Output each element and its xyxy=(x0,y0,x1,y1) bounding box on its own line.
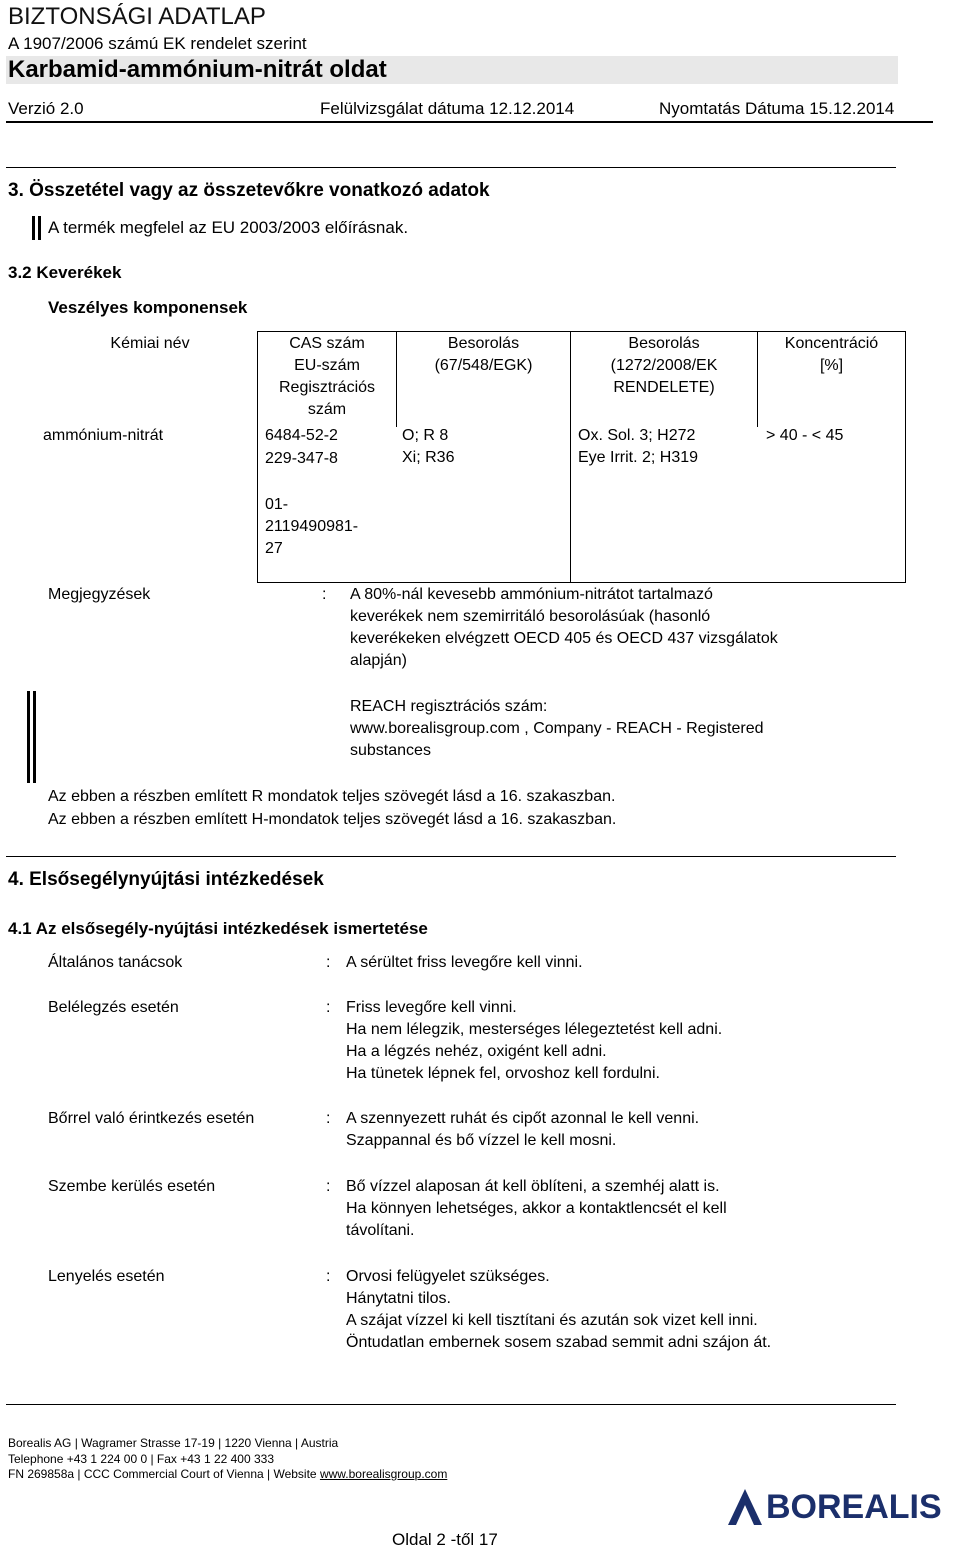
footer-phone: Telephone +43 1 224 00 0 | Fax +43 1 22 400 333 xyxy=(8,1452,275,1466)
product-name: Karbamid-ammónium-nitrát oldat xyxy=(8,56,387,83)
first-aid-colon: : xyxy=(326,1268,331,1285)
first-aid-colon: : xyxy=(326,999,331,1016)
first-aid-text: A szennyezett ruhát és cipőt azonnal le kell venni. Szappannal és bő vízzel le kell mosni. xyxy=(346,1110,700,1149)
first-aid-label: Belélegzés esetén xyxy=(48,999,179,1016)
th-chemical-name: Kémiai név xyxy=(110,335,190,352)
row-classification-old: O; R 8 Xi; R36 xyxy=(402,427,455,466)
footer-address: Borealis AG | Wagramer Strasse 17-19 | 1220 Vienna | Austria xyxy=(8,1436,339,1450)
first-aid-colon: : xyxy=(326,1110,331,1127)
version: Verzió 2.0 xyxy=(8,99,84,118)
row-cas-number: 6484-52-2 xyxy=(265,427,338,444)
reach-info: REACH regisztrációs szám: www.borealisgroup.com , Company - REACH - Registered substances xyxy=(350,698,764,759)
footer-registry-text: FN 269858a | CCC Commercial Court of Vienna | Website xyxy=(8,1467,320,1481)
section4-subtitle: 4.1 Az elsősegély-nyújtási intézkedések ismertetése xyxy=(8,919,428,938)
th-classification-old: Besorolás (67/548/EGK) xyxy=(434,335,533,374)
first-aid-text: Friss levegőre kell vinni. Ha nem lélegzik, mesterséges lélegeztetést kell adni. Ha a légzés nehéz, oxigént kell adni. Ha tünetek lépnek fel, orvoshoz kell fordulni. xyxy=(346,999,723,1082)
th-classification-new: Besorolás (1272/2008/EK RENDELETE) xyxy=(610,335,718,396)
row-chemical-name: ammónium-nitrát xyxy=(43,427,164,444)
row-eu-number: 229-347-8 xyxy=(265,450,338,467)
section3-rule xyxy=(6,167,896,168)
regulation-line: A 1907/2006 számú EK rendelet szerint xyxy=(8,34,307,53)
th-identifiers: CAS szám EU-szám Regisztrációs szám xyxy=(278,335,376,418)
footer-rule xyxy=(6,1404,896,1405)
first-aid-text: A sérültet friss levegőre kell vinni. xyxy=(346,954,583,971)
first-aid-label: Általános tanácsok xyxy=(48,954,183,971)
change-bar xyxy=(32,216,35,240)
th-concentration: Koncentráció [%] xyxy=(784,335,879,374)
footer-website-link[interactable]: www.borealisgroup.com xyxy=(319,1467,448,1481)
first-aid-colon: : xyxy=(326,954,331,971)
change-bar xyxy=(27,691,30,783)
remarks-label: Megjegyzések xyxy=(48,586,151,603)
row-classification-new: Ox. Sol. 3; H272 Eye Irrit. 2; H319 xyxy=(578,427,699,466)
section3-note: A termék megfelel az EU 2003/2003 előírásnak. xyxy=(48,218,409,237)
remarks-text: A 80%-nál kevesebb ammónium-nitrátot tartalmazó keverékek nem szemirritáló besorolásúak (hasonló keverékeken elvégzett OECD 405 és OECD 437 vizsgálatok alapján) xyxy=(350,586,778,669)
first-aid-text: Orvosi felügyelet szükséges. Hánytatni tilos. A szájat vízzel ki kell tisztítani és azután sok vizet kell inni. Öntudatlan embernek sosem szabad semmit adni szájon át. xyxy=(346,1268,772,1351)
footer-registry xyxy=(8,1467,447,1482)
header-rule xyxy=(6,121,933,123)
first-aid-colon: : xyxy=(326,1178,331,1195)
borealis-logo-mark xyxy=(726,1487,764,1527)
revision-date: Felülvizsgálat dátuma 12.12.2014 xyxy=(320,99,575,118)
page-number: Oldal 2 -től 17 xyxy=(392,1530,498,1549)
row-registration-number: 01- 2119490981- 27 xyxy=(265,496,359,557)
borealis-logo xyxy=(726,1485,954,1527)
borealis-logo-text: BOREALIS xyxy=(766,1488,942,1526)
h-phrases-note: Az ebben a részben említett H-mondatok teljes szövegét lásd a 16. szakaszban. xyxy=(48,811,617,828)
section3-title: 3. Összetétel vagy az összetevőkre vonatkozó adatok xyxy=(8,180,490,201)
first-aid-text: Bő vízzel alaposan át kell öblíteni, a szemhéj alatt is. Ha könnyen lehetséges, akkor a kontaktlencsét el kell távolítani. xyxy=(346,1178,727,1239)
change-bar xyxy=(33,691,36,783)
r-phrases-note: Az ebben a részben említett R mondatok teljes szövegét lásd a 16. szakaszban. xyxy=(48,788,616,805)
section4-title: 4. Elsősegélynyújtási intézkedések xyxy=(8,869,324,890)
print-date: Nyomtatás Dátuma 15.12.2014 xyxy=(659,99,895,118)
change-bar xyxy=(38,216,41,240)
first-aid-label: Szembe kerülés esetén xyxy=(48,1178,216,1195)
components-label: Veszélyes komponensek xyxy=(48,298,248,317)
first-aid-label: Bőrrel való érintkezés esetén xyxy=(48,1110,255,1127)
row-concentration: > 40 - < 45 xyxy=(766,427,844,444)
doc-type-title: BIZTONSÁGI ADATLAP xyxy=(8,3,266,30)
section3-subtitle: 3.2 Keverékek xyxy=(8,263,122,282)
first-aid-label: Lenyelés esetén xyxy=(48,1268,165,1285)
remarks-colon: : xyxy=(322,586,327,603)
section4-rule xyxy=(6,856,896,857)
